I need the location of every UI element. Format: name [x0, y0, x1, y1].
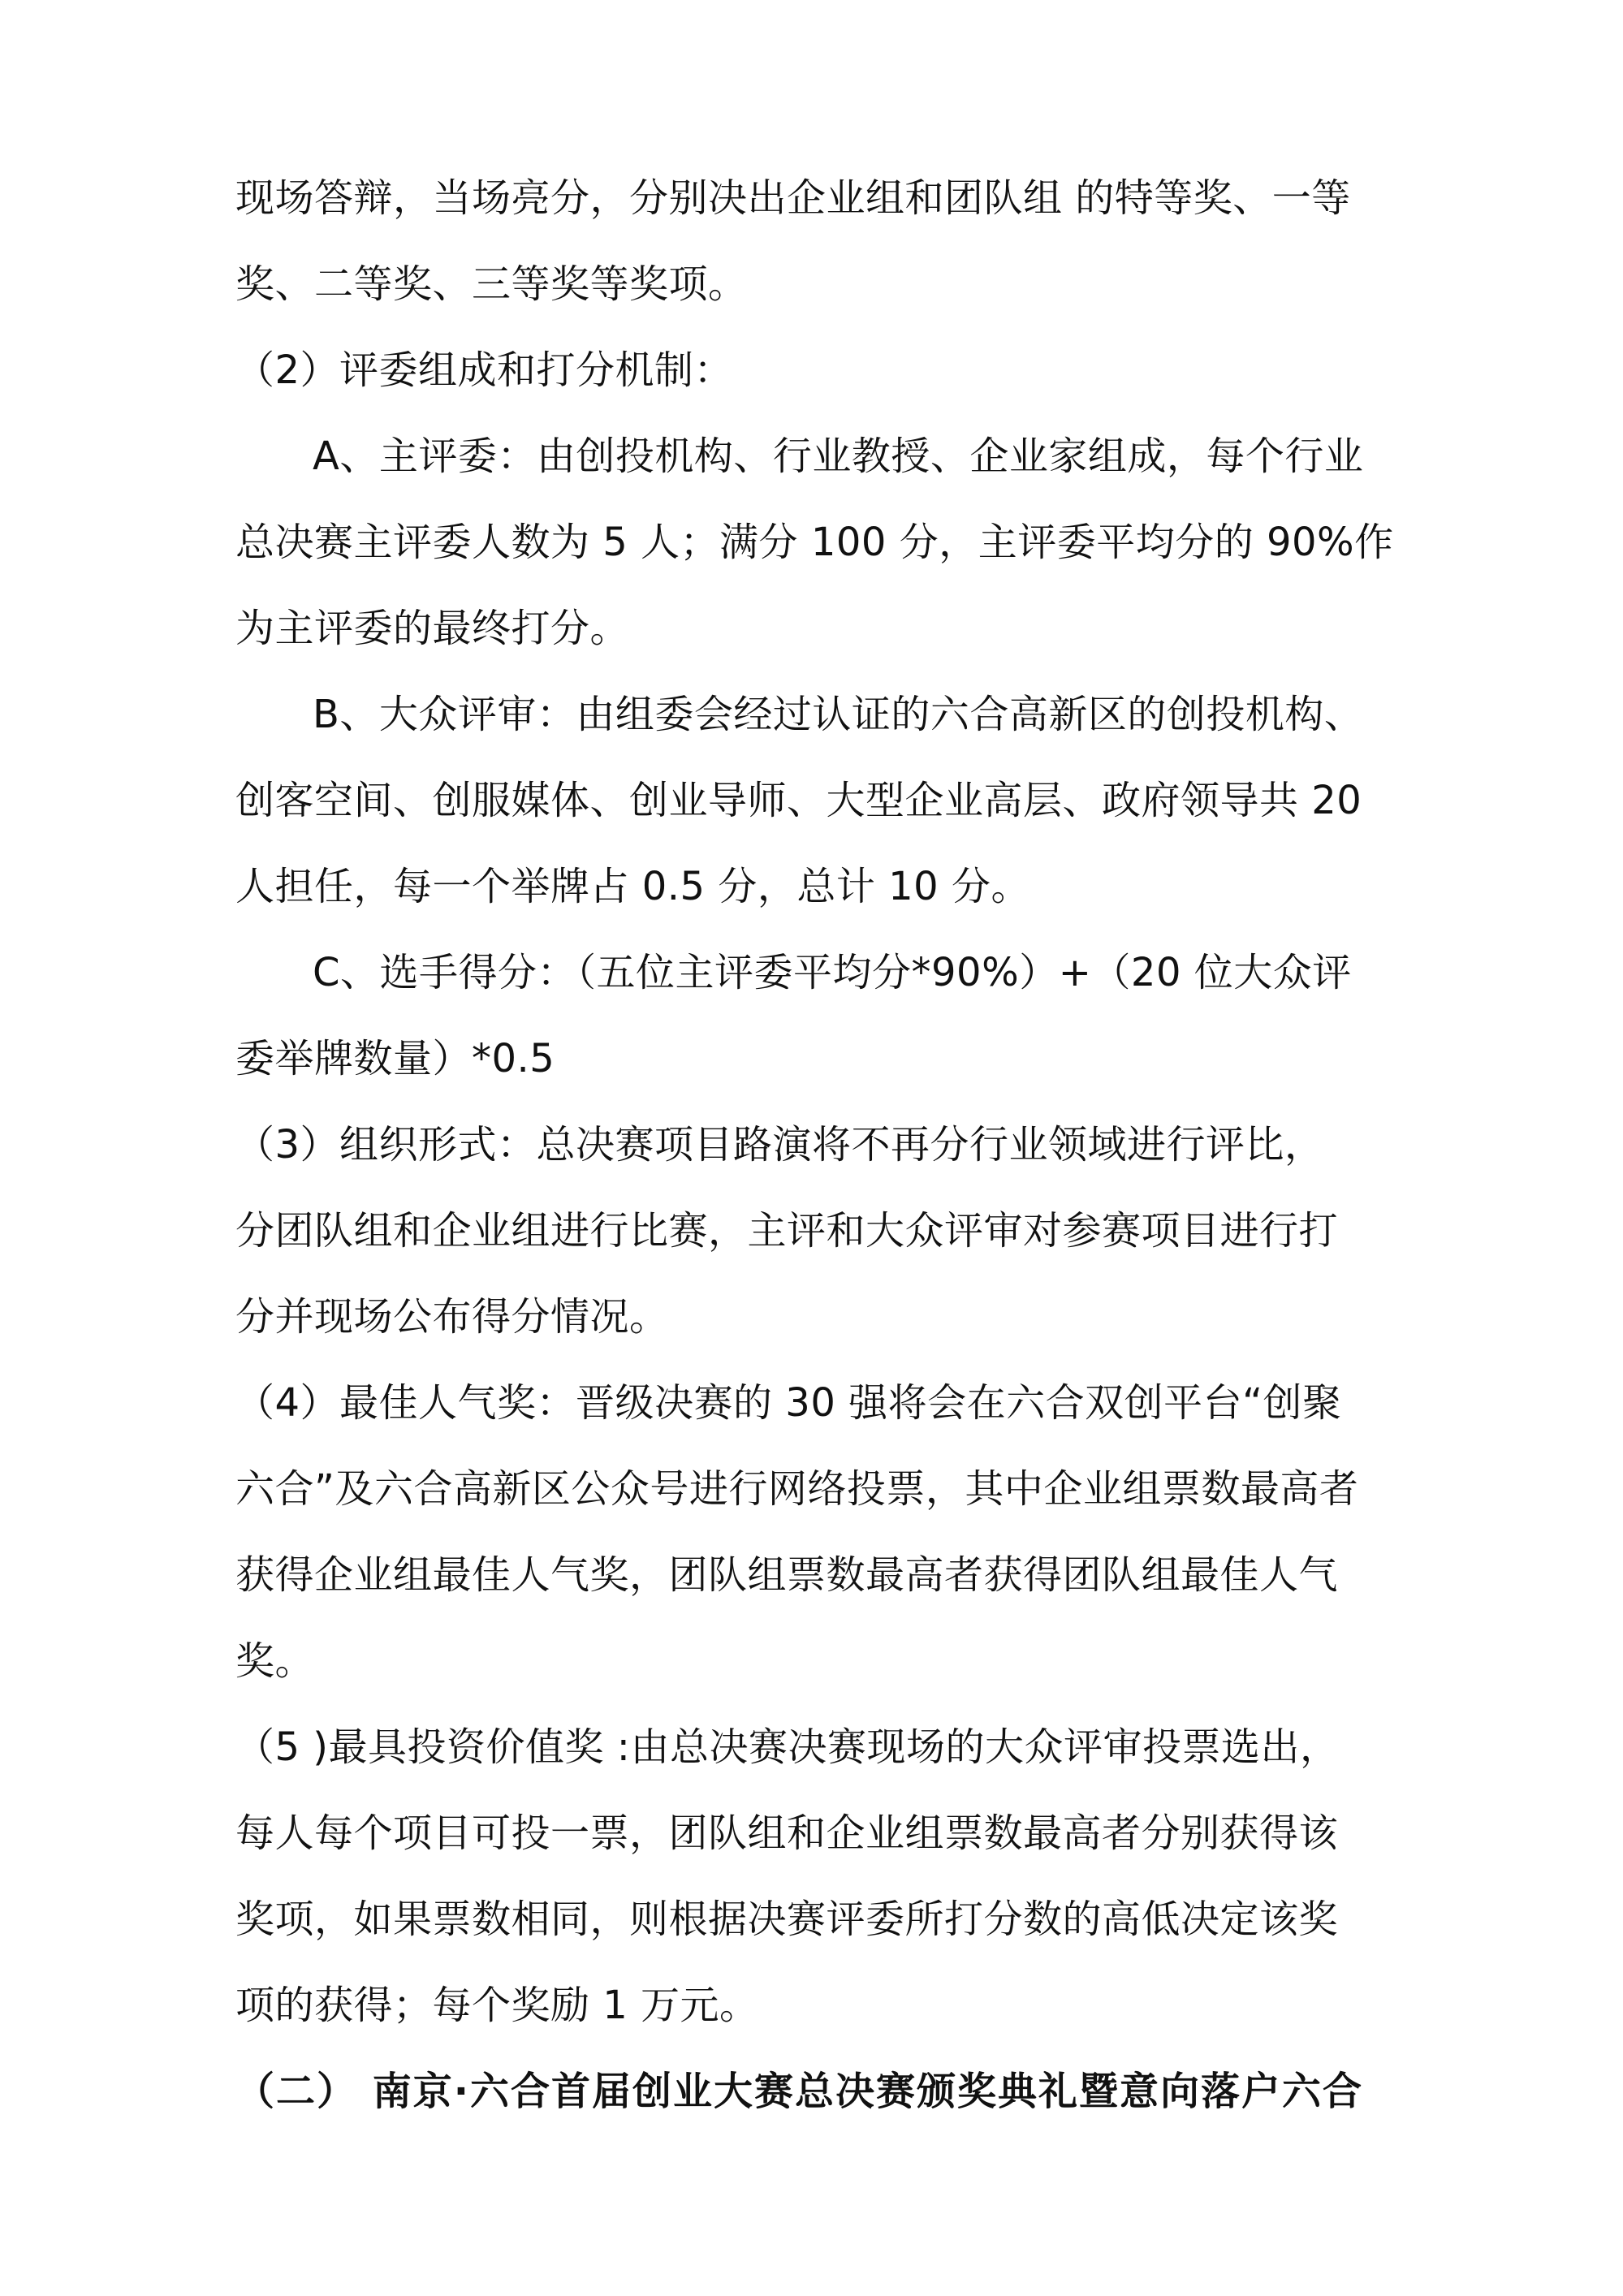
paragraph-line: 每人每个项目可投一票，团队组和企业组票数最高者分别获得该 [235, 1810, 1339, 1856]
section-item-4: （4）最佳人气奖：晋级决赛的 30 强将会在六合双创平台“创聚 [235, 1380, 1342, 1426]
paragraph-line: 为主评委的最终打分。 [235, 606, 630, 651]
section-item-2-heading: （2）评委组成和打分机制： [235, 347, 734, 393]
paragraph-line: A、主评委：由创投机构、行业教授、企业家组成，每个行业 [313, 434, 1364, 479]
paragraph-line: 奖项，如果票数相同，则根据决赛评委所打分数的高低决定该奖 [235, 1897, 1339, 1942]
paragraph-line: 六合”及六合高新区公众号进行网络投票，其中企业组票数最高者 [235, 1466, 1359, 1512]
paragraph-line: 现场答辩，当场亮分，分别决出企业组和团队组 的特等奖、一等 [235, 175, 1351, 221]
section-item-3: （3）组织形式：总决赛项目路演将不再分行业领域进行评比， [235, 1122, 1324, 1167]
paragraph-line: 创客空间、创服媒体、创业导师、大型企业高层、政府领导共 20 [235, 778, 1362, 823]
paragraph-line: 奖、二等奖、三等奖等奖项。 [235, 261, 748, 307]
paragraph-line: 项的获得；每个奖励 1 万元。 [235, 1983, 759, 2028]
paragraph-line: 分并现场公布得分情况。 [235, 1294, 669, 1340]
paragraph-line: 获得企业组最佳人气奖，团队组票数最高者获得团队组最佳人气 [235, 1552, 1339, 1598]
paragraph-line: 人担任，每一个举牌占 0.5 分，总计 10 分。 [235, 864, 1030, 909]
paragraph-line: 奖。 [235, 1638, 315, 1684]
paragraph-line: B、大众评审：由组委会经过认证的六合高新区的创投机构、 [313, 692, 1364, 737]
paragraph-line: 分团队组和企业组进行比赛，主评和大众评审对参赛项目进行打 [235, 1208, 1339, 1254]
paragraph-line: 总决赛主评委人数为 5 人；满分 100 分，主评委平均分的 90%作 [235, 520, 1394, 565]
section-heading-2: （二） 南京·六合首届创业大赛总决赛颁奖典礼暨意向落户六合 [235, 2069, 1363, 2114]
paragraph-line: 委举牌数量）*0.5 [235, 1036, 555, 1081]
paragraph-line: C、选手得分：（五位主评委平均分*90%）+（20 位大众评 [313, 950, 1352, 995]
section-item-5: （5 )最具投资价值奖 :由总决赛决赛现场的大众评审投票选出， [235, 1724, 1340, 1770]
